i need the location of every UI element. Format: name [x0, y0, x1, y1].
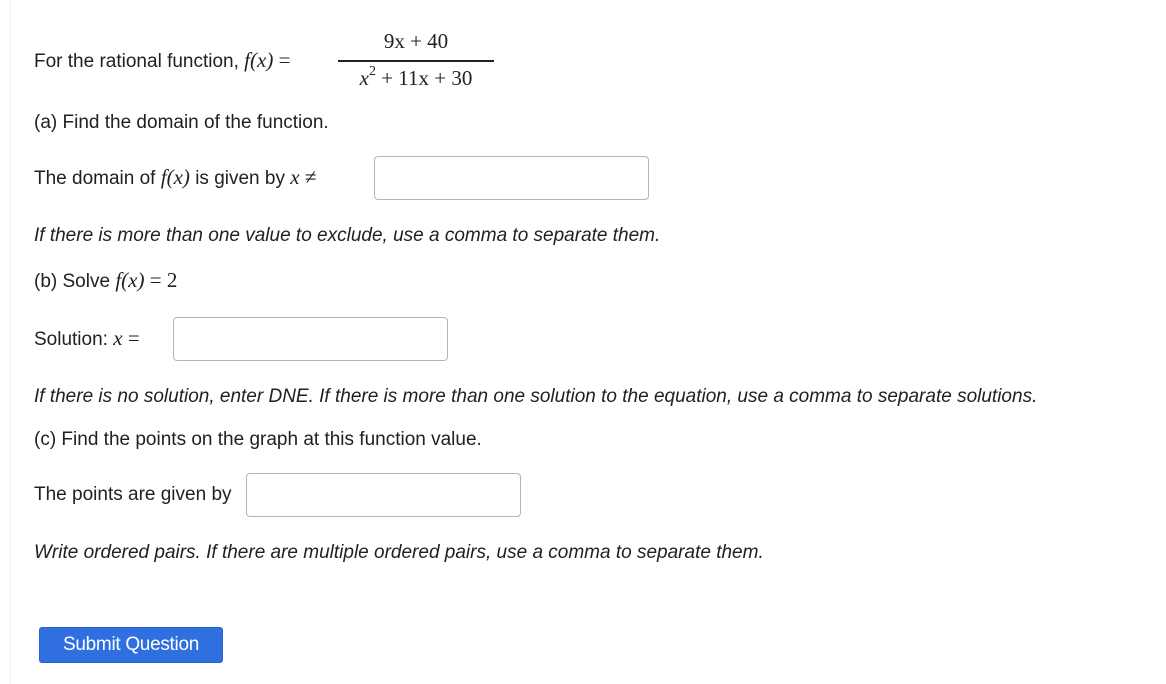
question-statement: [34, 48, 290, 73]
part-a-prompt-var: x: [290, 165, 300, 189]
domain-answer-input[interactable]: [374, 156, 649, 200]
part-b-heading-eq: = 2: [149, 268, 178, 292]
part-b-prompt-eq: =: [127, 326, 140, 350]
part-b-heading-text: (b) Solve: [34, 271, 111, 292]
part-b-hint: If there is no solution, enter DNE. If there is more than one solution to the equation, use a comma to separate solutions.: [34, 386, 1038, 407]
equals-sign: =: [278, 48, 291, 72]
part-a-prompt-mid: is given by: [195, 168, 285, 189]
solution-answer-input[interactable]: [173, 317, 448, 361]
part-b-prompt-text: Solution:: [34, 329, 108, 350]
part-c-hint: Write ordered pairs. If there are multiple ordered pairs, use a comma to separate them.: [34, 542, 764, 563]
part-c-heading: (c) Find the points on the graph at this function value.: [34, 429, 482, 450]
part-c-prompt-text: The points are given by: [34, 484, 232, 505]
part-b-heading-func: f(x): [115, 268, 145, 292]
denominator-rest: + 11x + 30: [381, 66, 473, 90]
submit-question-button[interactable]: Submit Question: [39, 627, 223, 663]
question-intro-text: For the rational function,: [34, 51, 239, 72]
fraction-bar: [338, 60, 494, 62]
part-a-hint: If there is more than one value to exclude, use a comma to separate them.: [34, 225, 661, 246]
fraction-numerator: 9x + 40: [383, 29, 449, 53]
part-a-prompt: [34, 165, 316, 190]
denominator-exponent: 2: [368, 64, 376, 79]
part-b-prompt: [34, 326, 140, 351]
denominator-base: x: [359, 66, 369, 90]
part-b-prompt-var: x: [113, 326, 123, 350]
points-answer-input[interactable]: [246, 473, 521, 517]
part-a-heading: (a) Find the domain of the function.: [34, 112, 329, 133]
function-lhs: f(x): [244, 48, 274, 72]
part-b-heading: [34, 268, 177, 293]
part-a-prompt-func: f(x): [160, 165, 190, 189]
fraction-denominator: [338, 64, 494, 91]
content-left-border: [10, 0, 11, 684]
not-equal-symbol: ≠: [304, 165, 317, 189]
part-a-prompt-text: The domain of: [34, 168, 156, 189]
